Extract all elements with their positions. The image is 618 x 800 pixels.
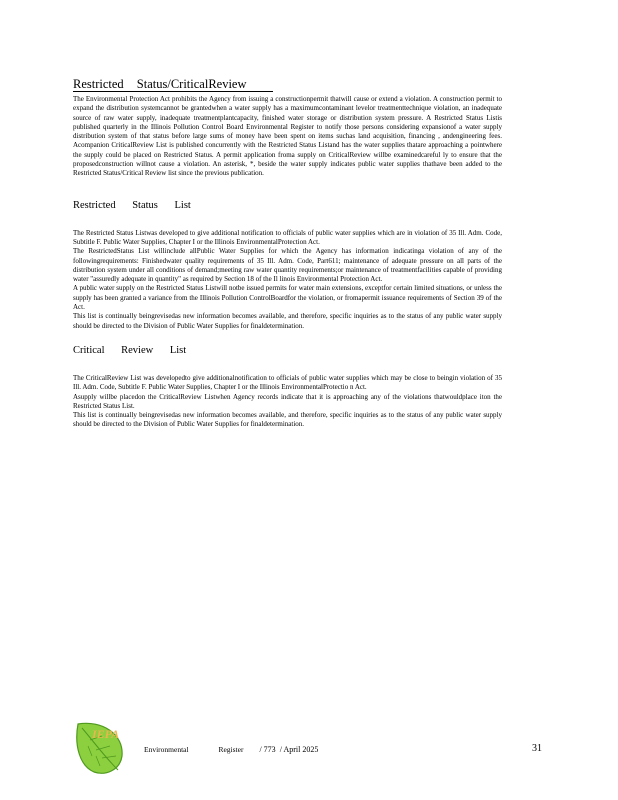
critical-paragraph-1: The CriticalReview List was developedto give additionalnotification to officials of public water supplies which may be close to beingin violation of 35 Ill. Adm. Code, Subtitle F. Public Water Supplies, Chapter I or the Illinois EnvironmentalProtectio n Act. xyxy=(73,373,502,392)
restricted-status-heading: Restricted Status List xyxy=(73,199,191,211)
page-title: Restricted Status/CriticalReview xyxy=(73,77,273,92)
publication-name: Environmental Register xyxy=(144,745,244,754)
issue-date: / April 2025 xyxy=(279,745,319,754)
critical-paragraph-2: Asupply willbe placedon the CriticalReview Listwhen Agency records indicate that it is approaching any of the violations thatwouldplace iton the Restricted Status List. xyxy=(73,392,502,410)
page-footer xyxy=(72,716,546,776)
intro-paragraph: The Environmental Protection Act prohibits the Agency from issuing a constructionpermit thatwill cause or extend a violation. A construction permit to expand the distribution systemcannot be grantedwhen a water supply has a maximumcontaminant levelor treatmenttechnique violation, an inadequate source of raw water supply, inadequate treatmentplantcapacity, finished water storage or distribution system pressure. A Restricted Status Listis published quarterly in the Illinois Pollution Control Board Environmental Register to notify those persons considering expansionof a water supply distribution system of that status before large sums of money have been spent on items suchas land acquisition, financing , andengineering fees. Acompanion CriticalReview List is published concurrently with the Restricted Status Listand has the water supplies thatare approaching a pointwhere the supply could be placed on Restricted Status. A permit application froma supply on CriticalReview willbe examinedcareful ly to ensure that the proposedconstruction willnot cause a violation. An asterisk, *, beside the water supply indicates public water supplies thathave been added to the Restricted Status/Critical Review list since the previous publication. xyxy=(73,95,502,178)
logo-letters: IEPA xyxy=(92,727,120,741)
page-number: 31 xyxy=(532,743,542,754)
restricted-paragraph-1: The Restricted Status Listwas developed to give additional notification to officials of public water supplies which are in violation of 35 Ill. Adm. Code, Subtitle F. Public Water Supplies, Chapter I or the Illinois EnvironmentalProtection Act. xyxy=(73,228,502,246)
critical-review-heading: Critical Review List xyxy=(73,344,187,356)
issue-number: / 773 xyxy=(259,745,276,754)
footer-text xyxy=(144,745,318,755)
restricted-paragraph-3: A public water supply on the Restricted Status Listwill notbe issued permits for water main extensions, exceptfor certain limited situations, or unless the supply has been granted a variance from the Illinois Pollution ControlBoardfor the violation, or fromapermit issuance requirements of Section 39 of the Act. xyxy=(73,284,502,312)
restricted-paragraph-2: The RestrictedStatus List willinclude allPublic Water Supplies for which the Agency has information indicatinga violation of any of the followingrequirements: Finishedwater quality requirements of 35 Ill. Adm. Code, Part611; maintenance of adequate pressure on all parts of the distribution system under all conditions of demand;meeting raw water quantity requirements;or maintenance of treatmentfacilities capable of providing water "assuredly adequate in quantity" as required by Section 18 of the Il linois Environmental Protection Act. xyxy=(73,247,502,284)
leaf-logo-icon xyxy=(72,716,128,776)
restricted-paragraph-4: This list is continually beingrevisedas new information becomes available, and therefore, specific inquiries as to the status of any public water supply should be directed to the Division of Public Water Supplies for finaldetermination. xyxy=(73,312,502,330)
critical-paragraph-3: This list is continually beingrevisedas new information becomes available, and therefore, specific inquiries as to the status of any public water supply should be directed to the Division of Public Water Supplies for finaldetermination. xyxy=(73,411,502,429)
main-content xyxy=(73,75,502,430)
